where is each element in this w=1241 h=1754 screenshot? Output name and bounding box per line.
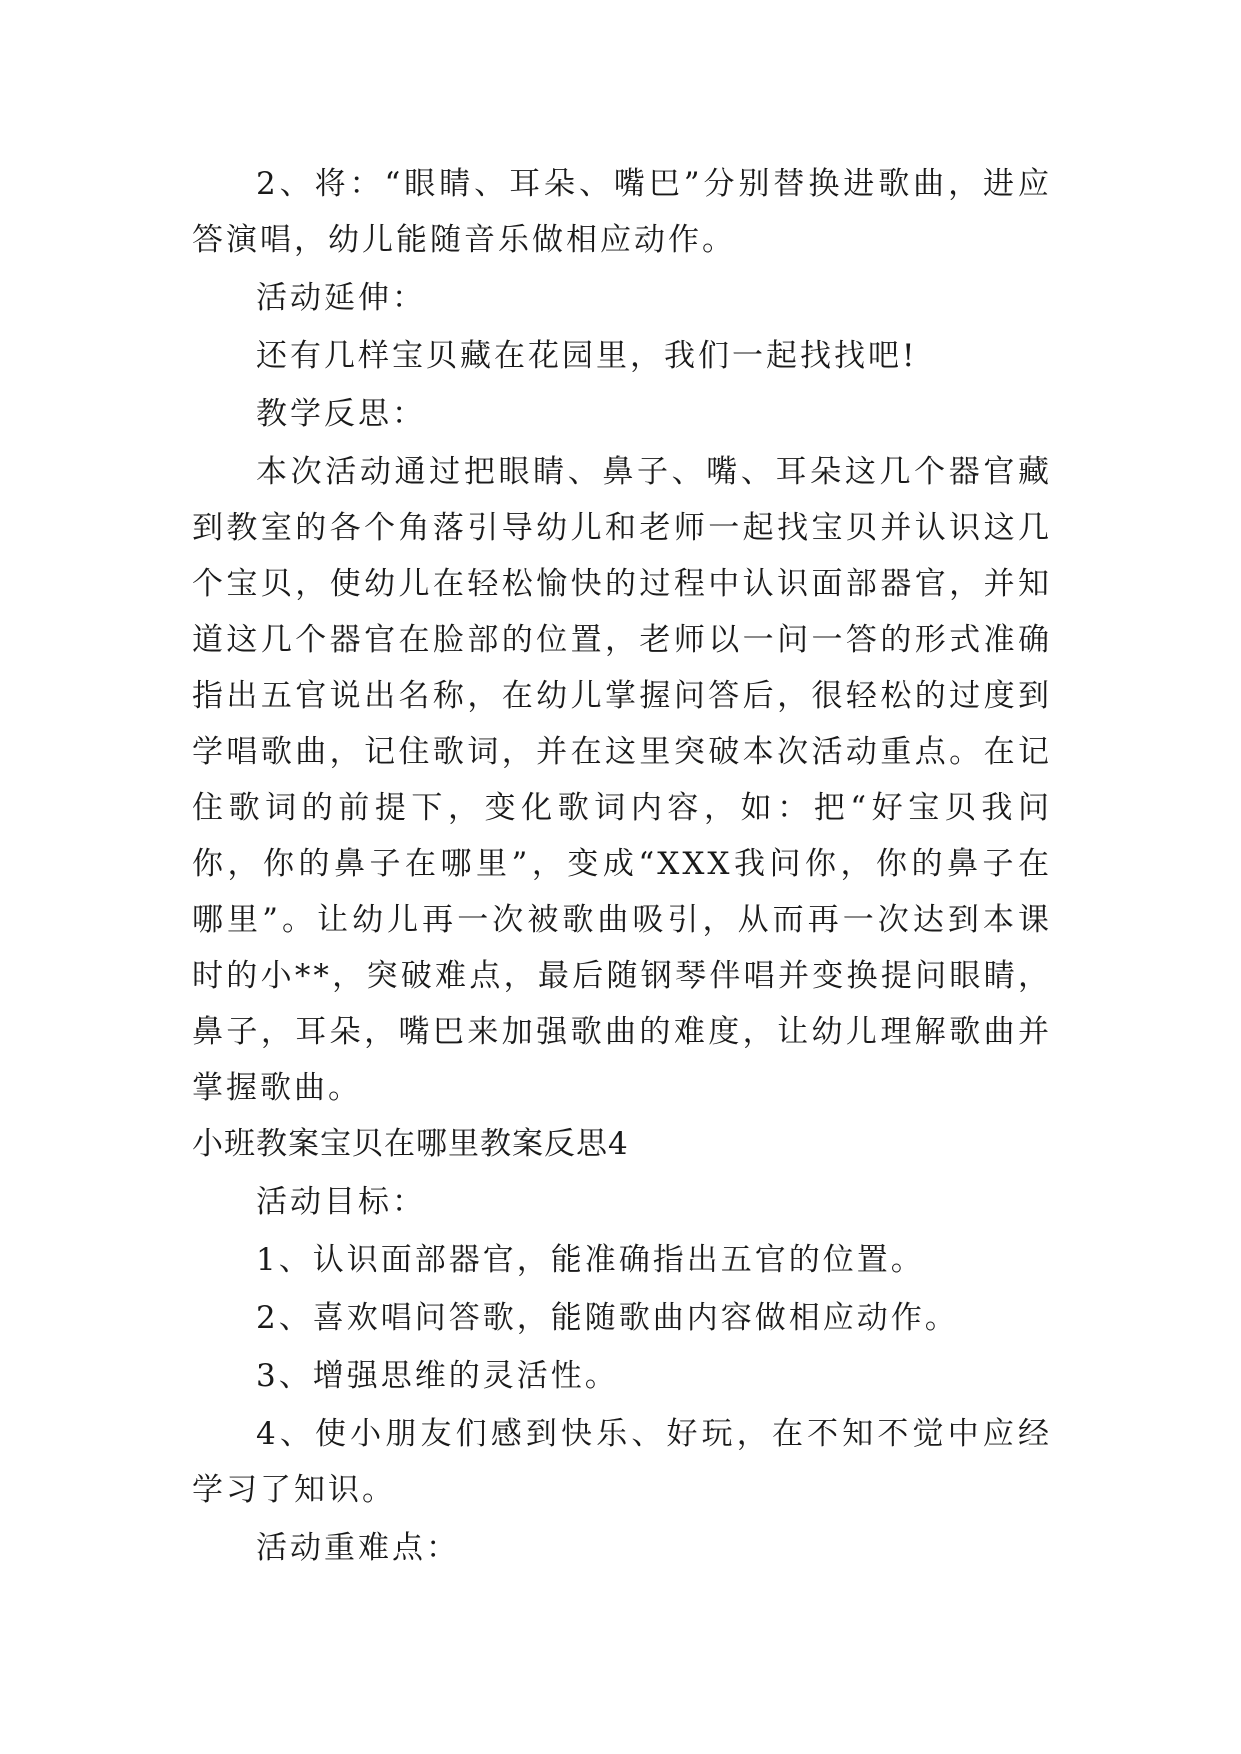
heading-activity-extension: 活动延伸： — [256, 280, 426, 316]
heading-key-difficulties: 活动重难点： — [256, 1530, 460, 1566]
goal-item-1: 1、认识面部器官，能准确指出五官的位置。 — [256, 1242, 925, 1278]
goal-item-2: 2、喜欢唱问答歌，能随歌曲内容做相应动作。 — [256, 1300, 959, 1336]
heading-activity-goals: 活动目标： — [256, 1184, 426, 1220]
paragraph-step-2: 2、将：“眼睛、耳朵、嘴巴”分别替换进歌曲，进应答演唱，幼儿能随音乐做相应动作。 — [192, 166, 1052, 258]
heading-teaching-reflection: 教学反思： — [256, 396, 426, 432]
goal-item-4: 4、使小朋友们感到快乐、好玩，在不知不觉中应经学习了知识。 — [192, 1416, 1052, 1508]
goal-item-3: 3、增强思维的灵活性。 — [256, 1358, 619, 1394]
document-body — [192, 156, 1052, 1576]
paragraph-reflection: 本次活动通过把眼睛、鼻子、嘴、耳朵这几个器官藏到教室的各个角落引导幼儿和老师一起找宝贝并认识这几个宝贝，使幼儿在轻松愉快的过程中认识面部器官，并知道这几个器官在脸部的位置，老师以一问一答的形式准确指出五官说出名称，在幼儿掌握问答后，很轻松的过度到学唱歌曲，记住歌词，并在这里突破本次活动重点。在记住歌词的前提下，变化歌词内容，如：把“好宝贝我问你，你的鼻子在哪里”，变成“XXX我问你，你的鼻子在哪里”。让幼儿再一次被歌曲吸引，从而再一次达到本课时的小**，突破难点，最后随钢琴伴唱并变换提问眼睛，鼻子，耳朵，嘴巴来加强歌曲的难度，让幼儿理解歌曲并掌握歌曲。 — [192, 454, 1052, 1106]
paragraph-extension: 还有几样宝贝藏在花园里，我们一起找找吧! — [256, 338, 918, 374]
section-title: 小班教案宝贝在哪里教案反思4 — [192, 1126, 629, 1162]
